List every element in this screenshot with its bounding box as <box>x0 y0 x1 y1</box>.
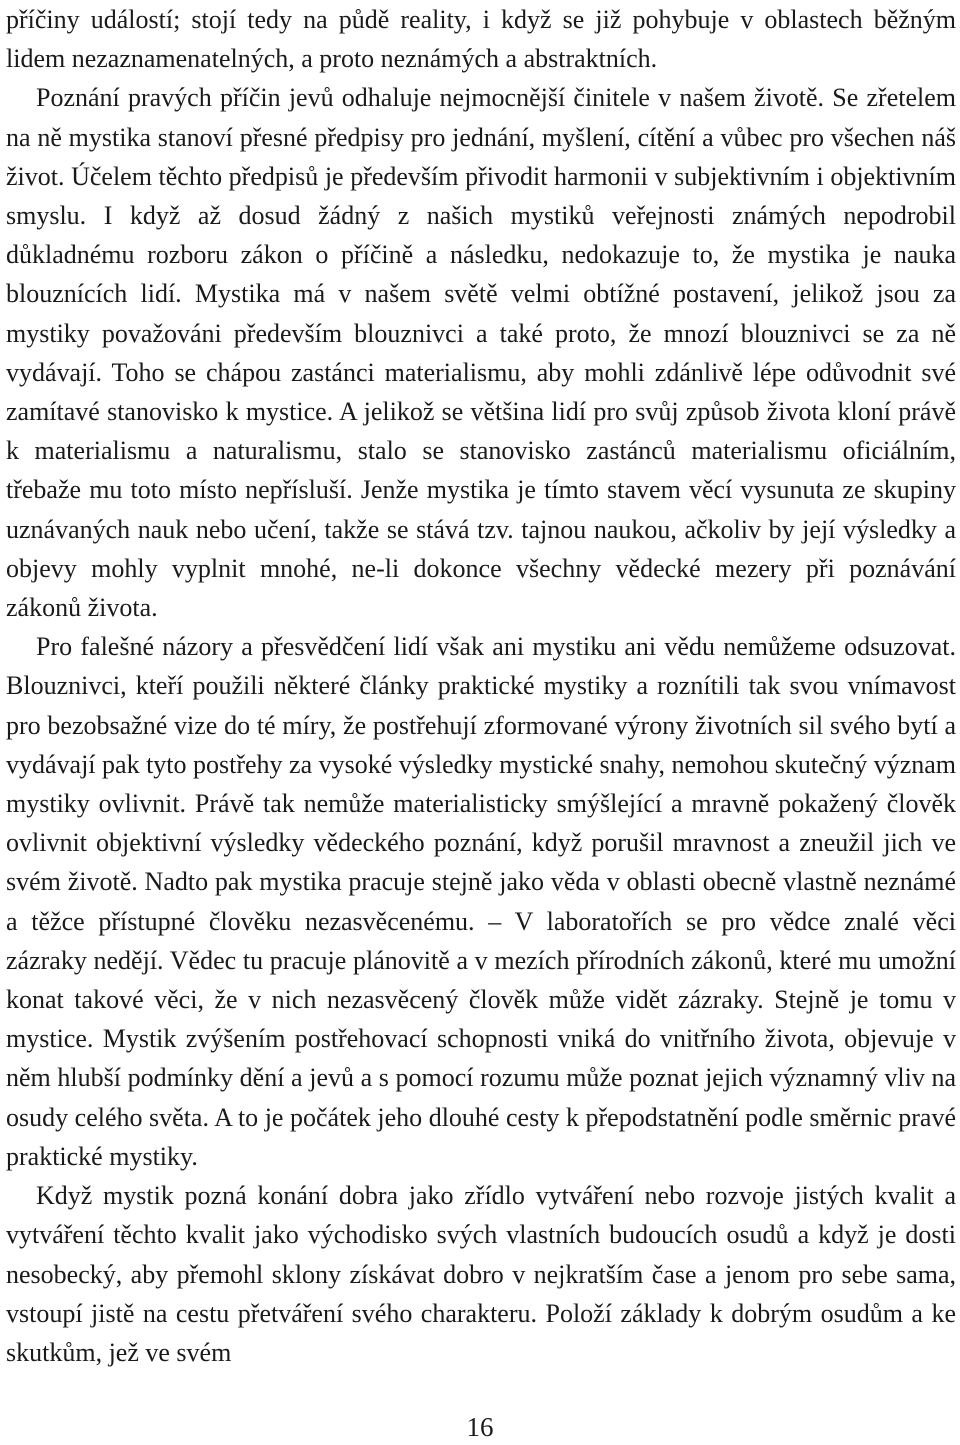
paragraph: Pro falešné názory a přesvědčení lidí však ani mystiku ani vědu nemůžeme odsuzovat. Blouznivci, kteří použili některé články praktické mystiky a roznítili tak svou vnímavost pro bezobsažné vize do té míry, že postřehují zformované výrony životních sil svého bytí a vydávají pak tyto postřehy za vysoké výsledky mystické snahy, nemohou skutečný význam mystiky ovlivnit. Právě tak nemůže materialisticky smýšlející a mravně pokažený člověk ovlivnit objektivní výsledky vědeckého poznání, když porušil mravnost a zneužil jich ve svém životě. Nadto pak mystika pracuje stejně jako věda v oblasti obecně vlastně neznámé a těžce přístupné člověku nezasvěcenému. – V laboratořích se pro vědce znalé věci zázraky nedějí. Vědec tu pracuje plánovitě a v mezích přírodních zákonů, které mu umožní konat takové věci, že v nich nezasvěcený člověk může vidět zázraky. Stejně je tomu v mystice. Mystik zvýšením postřehovací schopnosti vniká do vnitřního života, objevuje v něm hlubší podmínky dění a jevů a s pomocí rozumu může poznat jejich významný vliv na osudy celého světa. A to je počátek jeho dlouhé cesty k přepodstatnění podle směrnic pravé praktické mystiky. <box>6 632 957 1171</box>
paragraph: příčiny událostí; stojí tedy na půdě reality, i když se již pohybuje v oblastech běžným lidem nezaznamenatelných, a proto neznámých a abstraktních. <box>6 5 956 74</box>
paragraph: Poznání pravých příčin jevů odhaluje nejmocnější činitele v našem životě. Se zřetelem na ně mystika stanoví přesné předpisy pro jednání, myšlení, cítění a vůbec pro všechen náš život. Účelem těchto předpisů je především přivodit harmonii v subjektivním i objektivním smyslu. I když až dosud žádný z našich mystiků veřejnosti známých nepodrobil důkladnému rozboru zákon o příčině a následku, nedokazuje to, že mystika je nauka blouznících lidí. Mystika má v našem světě velmi obtížné postavení, jelikož jsou za mystiky považováni především blouznivci a také proto, že mnozí blouznivci se za ně vydávají. Toho se chápou zastánci materialismu, aby mohli zdánlivě lépe odůvodnit své zamítavé stanovisko k mystice. A jelikož se většina lidí pro svůj způsob života kloní právě k materialismu a naturalismu, stalo se stanovisko zastánců materialismu oficiálním, třebaže mu toto místo nepřísluší. Jenže mystika je tímto stavem věcí vysunuta ze skupiny uznávaných nauk nebo učení, takže se stává tzv. tajnou naukou, ačkoliv by její výsledky a objevy mohly vyplnit mnohé, ne-li dokonce všechny vědecké mezery při poznávání zákonů života. <box>6 83 956 623</box>
paragraph: Když mystik pozná konání dobra jako zřídlo vytváření nebo rozvoje jistých kvalit a vytváření těchto kvalit jako východisko svých vlastních budoucích osudů a když je dosti nesobecký, aby přemohl sklony získávat dobro v nejkratším čase a jenom pro sebe sama, vstoupí jistě na cestu přetváření svého charakteru. Položí základy k dobrým osudům a ke skutkům, jež ve svém <box>6 1181 956 1367</box>
body-text <box>6 0 956 1372</box>
page-number: 16 <box>466 1412 494 1442</box>
